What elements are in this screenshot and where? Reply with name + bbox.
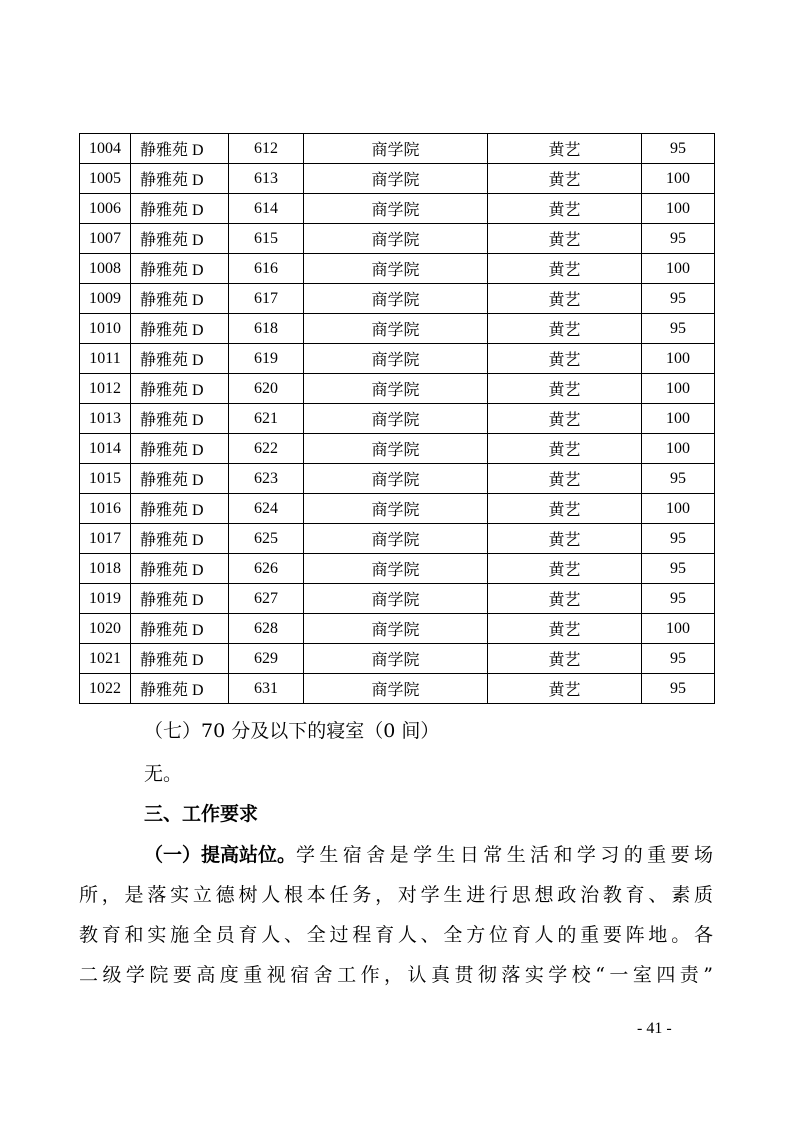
cell-room: 625 bbox=[229, 524, 304, 554]
cell-college: 商学院 bbox=[304, 254, 488, 284]
cell-room: 612 bbox=[229, 134, 304, 164]
cell-person: 黄艺 bbox=[488, 494, 642, 524]
cell-building: 静雅苑 D bbox=[131, 464, 229, 494]
cell-person: 黄艺 bbox=[488, 644, 642, 674]
cell-room: 628 bbox=[229, 614, 304, 644]
cell-score: 95 bbox=[642, 464, 715, 494]
cell-person: 黄艺 bbox=[488, 584, 642, 614]
cell-score: 95 bbox=[642, 284, 715, 314]
cell-score: 95 bbox=[642, 134, 715, 164]
table-row bbox=[80, 494, 715, 524]
cell-building: 静雅苑 D bbox=[131, 434, 229, 464]
table-row bbox=[80, 614, 715, 644]
table-row bbox=[80, 194, 715, 224]
cell-person: 黄艺 bbox=[488, 194, 642, 224]
cell-person: 黄艺 bbox=[488, 134, 642, 164]
cell-person: 黄艺 bbox=[488, 614, 642, 644]
cell-room: 619 bbox=[229, 344, 304, 374]
cell-score: 100 bbox=[642, 344, 715, 374]
paragraph-line-1-rest: 学生宿舍是学生日常生活和学习的重要场 bbox=[296, 844, 713, 866]
table-row bbox=[80, 584, 715, 614]
cell-building: 静雅苑 D bbox=[131, 254, 229, 284]
cell-room: 623 bbox=[229, 464, 304, 494]
cell-room: 621 bbox=[229, 404, 304, 434]
cell-room: 622 bbox=[229, 434, 304, 464]
cell-score: 95 bbox=[642, 554, 715, 584]
cell-id: 1005 bbox=[80, 164, 131, 194]
cell-person: 黄艺 bbox=[488, 404, 642, 434]
cell-person: 黄艺 bbox=[488, 554, 642, 584]
cell-college: 商学院 bbox=[304, 674, 488, 704]
cell-college: 商学院 bbox=[304, 344, 488, 374]
table-row bbox=[80, 674, 715, 704]
cell-score: 100 bbox=[642, 494, 715, 524]
cell-building: 静雅苑 D bbox=[131, 284, 229, 314]
cell-college: 商学院 bbox=[304, 404, 488, 434]
paragraph-line-2: 所，是落实立德树人根本任务，对学生进行思想政治教育、素质 bbox=[79, 884, 713, 906]
cell-id: 1009 bbox=[80, 284, 131, 314]
cell-person: 黄艺 bbox=[488, 314, 642, 344]
cell-person: 黄艺 bbox=[488, 224, 642, 254]
cell-id: 1018 bbox=[80, 554, 131, 584]
cell-score: 95 bbox=[642, 644, 715, 674]
table-row bbox=[80, 404, 715, 434]
table-row bbox=[80, 134, 715, 164]
table-row bbox=[80, 254, 715, 284]
cell-building: 静雅苑 D bbox=[131, 374, 229, 404]
table-row bbox=[80, 224, 715, 254]
cell-room: 624 bbox=[229, 494, 304, 524]
cell-id: 1022 bbox=[80, 674, 131, 704]
table-row bbox=[80, 284, 715, 314]
dormitory-score-table bbox=[79, 133, 715, 704]
cell-person: 黄艺 bbox=[488, 524, 642, 554]
cell-room: 629 bbox=[229, 644, 304, 674]
cell-building: 静雅苑 D bbox=[131, 314, 229, 344]
cell-college: 商学院 bbox=[304, 614, 488, 644]
cell-building: 静雅苑 D bbox=[131, 644, 229, 674]
cell-college: 商学院 bbox=[304, 164, 488, 194]
cell-college: 商学院 bbox=[304, 434, 488, 464]
table-row bbox=[80, 464, 715, 494]
cell-score: 100 bbox=[642, 404, 715, 434]
cell-score: 100 bbox=[642, 434, 715, 464]
cell-college: 商学院 bbox=[304, 224, 488, 254]
cell-building: 静雅苑 D bbox=[131, 494, 229, 524]
cell-score: 100 bbox=[642, 164, 715, 194]
cell-building: 静雅苑 D bbox=[131, 614, 229, 644]
cell-score: 95 bbox=[642, 224, 715, 254]
cell-score: 100 bbox=[642, 614, 715, 644]
cell-room: 631 bbox=[229, 674, 304, 704]
cell-college: 商学院 bbox=[304, 644, 488, 674]
cell-college: 商学院 bbox=[304, 494, 488, 524]
cell-college: 商学院 bbox=[304, 584, 488, 614]
cell-college: 商学院 bbox=[304, 374, 488, 404]
cell-score: 100 bbox=[642, 194, 715, 224]
cell-person: 黄艺 bbox=[488, 254, 642, 284]
table-row bbox=[80, 374, 715, 404]
cell-building: 静雅苑 D bbox=[131, 164, 229, 194]
section-heading: 三、工作要求 bbox=[144, 803, 259, 825]
cell-score: 95 bbox=[642, 674, 715, 704]
cell-person: 黄艺 bbox=[488, 464, 642, 494]
cell-id: 1008 bbox=[80, 254, 131, 284]
table-body bbox=[80, 134, 715, 704]
page-number: - 41 - bbox=[637, 1020, 672, 1037]
cell-room: 615 bbox=[229, 224, 304, 254]
cell-id: 1011 bbox=[80, 344, 131, 374]
cell-building: 静雅苑 D bbox=[131, 134, 229, 164]
table-row bbox=[80, 314, 715, 344]
cell-score: 95 bbox=[642, 524, 715, 554]
cell-building: 静雅苑 D bbox=[131, 224, 229, 254]
cell-id: 1006 bbox=[80, 194, 131, 224]
cell-room: 616 bbox=[229, 254, 304, 284]
paragraph-line-1 bbox=[144, 843, 713, 867]
cell-person: 黄艺 bbox=[488, 674, 642, 704]
cell-college: 商学院 bbox=[304, 284, 488, 314]
cell-building: 静雅苑 D bbox=[131, 584, 229, 614]
cell-room: 620 bbox=[229, 374, 304, 404]
cell-person: 黄艺 bbox=[488, 164, 642, 194]
cell-room: 617 bbox=[229, 284, 304, 314]
cell-score: 100 bbox=[642, 374, 715, 404]
cell-id: 1014 bbox=[80, 434, 131, 464]
cell-person: 黄艺 bbox=[488, 434, 642, 464]
table-row bbox=[80, 164, 715, 194]
cell-person: 黄艺 bbox=[488, 374, 642, 404]
cell-id: 1015 bbox=[80, 464, 131, 494]
cell-score: 95 bbox=[642, 314, 715, 344]
cell-building: 静雅苑 D bbox=[131, 344, 229, 374]
cell-id: 1019 bbox=[80, 584, 131, 614]
table-row bbox=[80, 644, 715, 674]
cell-id: 1017 bbox=[80, 524, 131, 554]
table-row bbox=[80, 434, 715, 464]
cell-building: 静雅苑 D bbox=[131, 404, 229, 434]
cell-person: 黄艺 bbox=[488, 284, 642, 314]
cell-score: 100 bbox=[642, 254, 715, 284]
cell-building: 静雅苑 D bbox=[131, 194, 229, 224]
cell-room: 627 bbox=[229, 584, 304, 614]
cell-person: 黄艺 bbox=[488, 344, 642, 374]
cell-id: 1010 bbox=[80, 314, 131, 344]
cell-room: 626 bbox=[229, 554, 304, 584]
cell-building: 静雅苑 D bbox=[131, 674, 229, 704]
cell-id: 1021 bbox=[80, 644, 131, 674]
table-row bbox=[80, 524, 715, 554]
cell-college: 商学院 bbox=[304, 554, 488, 584]
cell-college: 商学院 bbox=[304, 314, 488, 344]
subsection-heading: （七）70 分及以下的寝室（0 间） bbox=[144, 720, 440, 742]
cell-college: 商学院 bbox=[304, 134, 488, 164]
cell-score: 95 bbox=[642, 584, 715, 614]
cell-id: 1004 bbox=[80, 134, 131, 164]
cell-id: 1012 bbox=[80, 374, 131, 404]
cell-building: 静雅苑 D bbox=[131, 554, 229, 584]
cell-room: 614 bbox=[229, 194, 304, 224]
paragraph-line-3: 教育和实施全员育人、全过程育人、全方位育人的重要阵地。各 bbox=[79, 924, 713, 946]
none-text: 无。 bbox=[144, 763, 183, 785]
paragraph-line-4: 二级学院要高度重视宿舍工作，认真贯彻落实学校“一室四责” bbox=[79, 964, 713, 986]
cell-id: 1007 bbox=[80, 224, 131, 254]
cell-id: 1020 bbox=[80, 614, 131, 644]
cell-room: 613 bbox=[229, 164, 304, 194]
cell-id: 1016 bbox=[80, 494, 131, 524]
cell-college: 商学院 bbox=[304, 194, 488, 224]
table-row bbox=[80, 344, 715, 374]
cell-college: 商学院 bbox=[304, 464, 488, 494]
cell-college: 商学院 bbox=[304, 524, 488, 554]
cell-room: 618 bbox=[229, 314, 304, 344]
cell-building: 静雅苑 D bbox=[131, 524, 229, 554]
paragraph-lead: （一）提高站位。 bbox=[144, 844, 297, 866]
cell-id: 1013 bbox=[80, 404, 131, 434]
table-row bbox=[80, 554, 715, 584]
